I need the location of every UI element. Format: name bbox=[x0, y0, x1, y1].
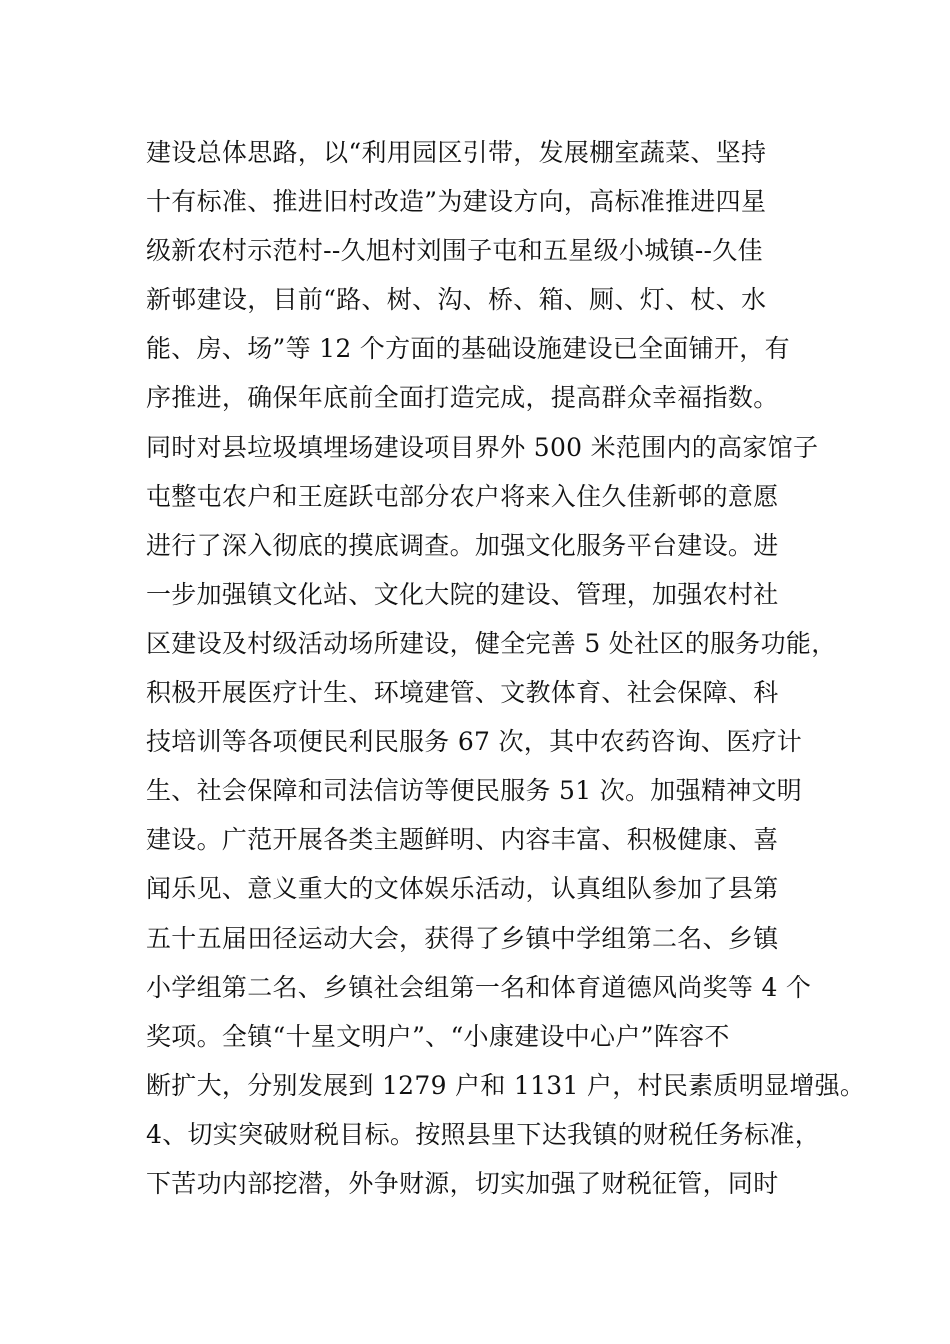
text-line: 同时对县垃圾填埋场建设项目界外 500 米范围内的高家馆子 bbox=[146, 432, 819, 462]
text-line: 小学组第二名、乡镇社会组第一名和体育道德风尚奖等 4 个 bbox=[146, 972, 812, 1002]
text-line: 十有标准、推进旧村改造”为建设方向，高标准推进四星 bbox=[146, 187, 767, 217]
text-line: 闻乐见、意义重大的文体娱乐活动，认真组队参加了县第 bbox=[146, 874, 779, 904]
text-line: 屯整屯农户和王庭跃屯部分农户将来入住久佳新邨的意愿 bbox=[146, 481, 779, 511]
text-line: 技培训等各项便民利民服务 67 次，其中农药咨询、医疗计 bbox=[146, 727, 803, 757]
text-line: 一步加强镇文化站、文化大院的建设、管理，加强农村社 bbox=[146, 579, 779, 609]
text-line: 4、切实突破财税目标。按照县里下达我镇的财税任务标准， bbox=[146, 1119, 821, 1149]
text-line: 能、房、场”等 12 个方面的基础设施建设已全面铺开，有 bbox=[146, 334, 790, 364]
text-line: 序推进，确保年底前全面打造完成，提高群众幸福指数。 bbox=[146, 383, 779, 413]
text-line: 积极开展医疗计生、环境建管、文教体育、社会保障、科 bbox=[146, 678, 779, 708]
text-line: 级新农村示范村--久旭村刘围子屯和五星级小城镇--久佳 bbox=[146, 236, 763, 266]
text-line: 区建设及村级活动场所建设，健全完善 5 处社区的服务功能， bbox=[146, 628, 837, 658]
text-line: 五十五届田径运动大会，获得了乡镇中学组第二名、乡镇 bbox=[146, 923, 779, 953]
body-text bbox=[146, 128, 866, 1208]
text-line: 生、社会保障和司法信访等便民服务 51 次。加强精神文明 bbox=[146, 776, 803, 806]
text-line: 新邨建设，目前“路、树、沟、桥、箱、厕、灯、杖、水 bbox=[146, 285, 767, 315]
text-line: 进行了深入彻底的摸底调查。加强文化服务平台建设。进 bbox=[146, 530, 779, 560]
text-line: 建设。广范开展各类主题鲜明、内容丰富、积极健康、喜 bbox=[146, 825, 779, 855]
text-line: 断扩大，分别发展到 1279 户和 1131 户，村民素质明显增强。 bbox=[146, 1070, 866, 1100]
text-line: 奖项。全镇“十星文明户”、“小康建设中心户”阵容不 bbox=[146, 1021, 730, 1051]
text-line: 下苦功内部挖潜，外争财源，切实加强了财税征管，同时 bbox=[146, 1168, 779, 1198]
text-line: 建设总体思路，以“利用园区引带，发展棚室蔬菜、坚持 bbox=[146, 138, 767, 167]
